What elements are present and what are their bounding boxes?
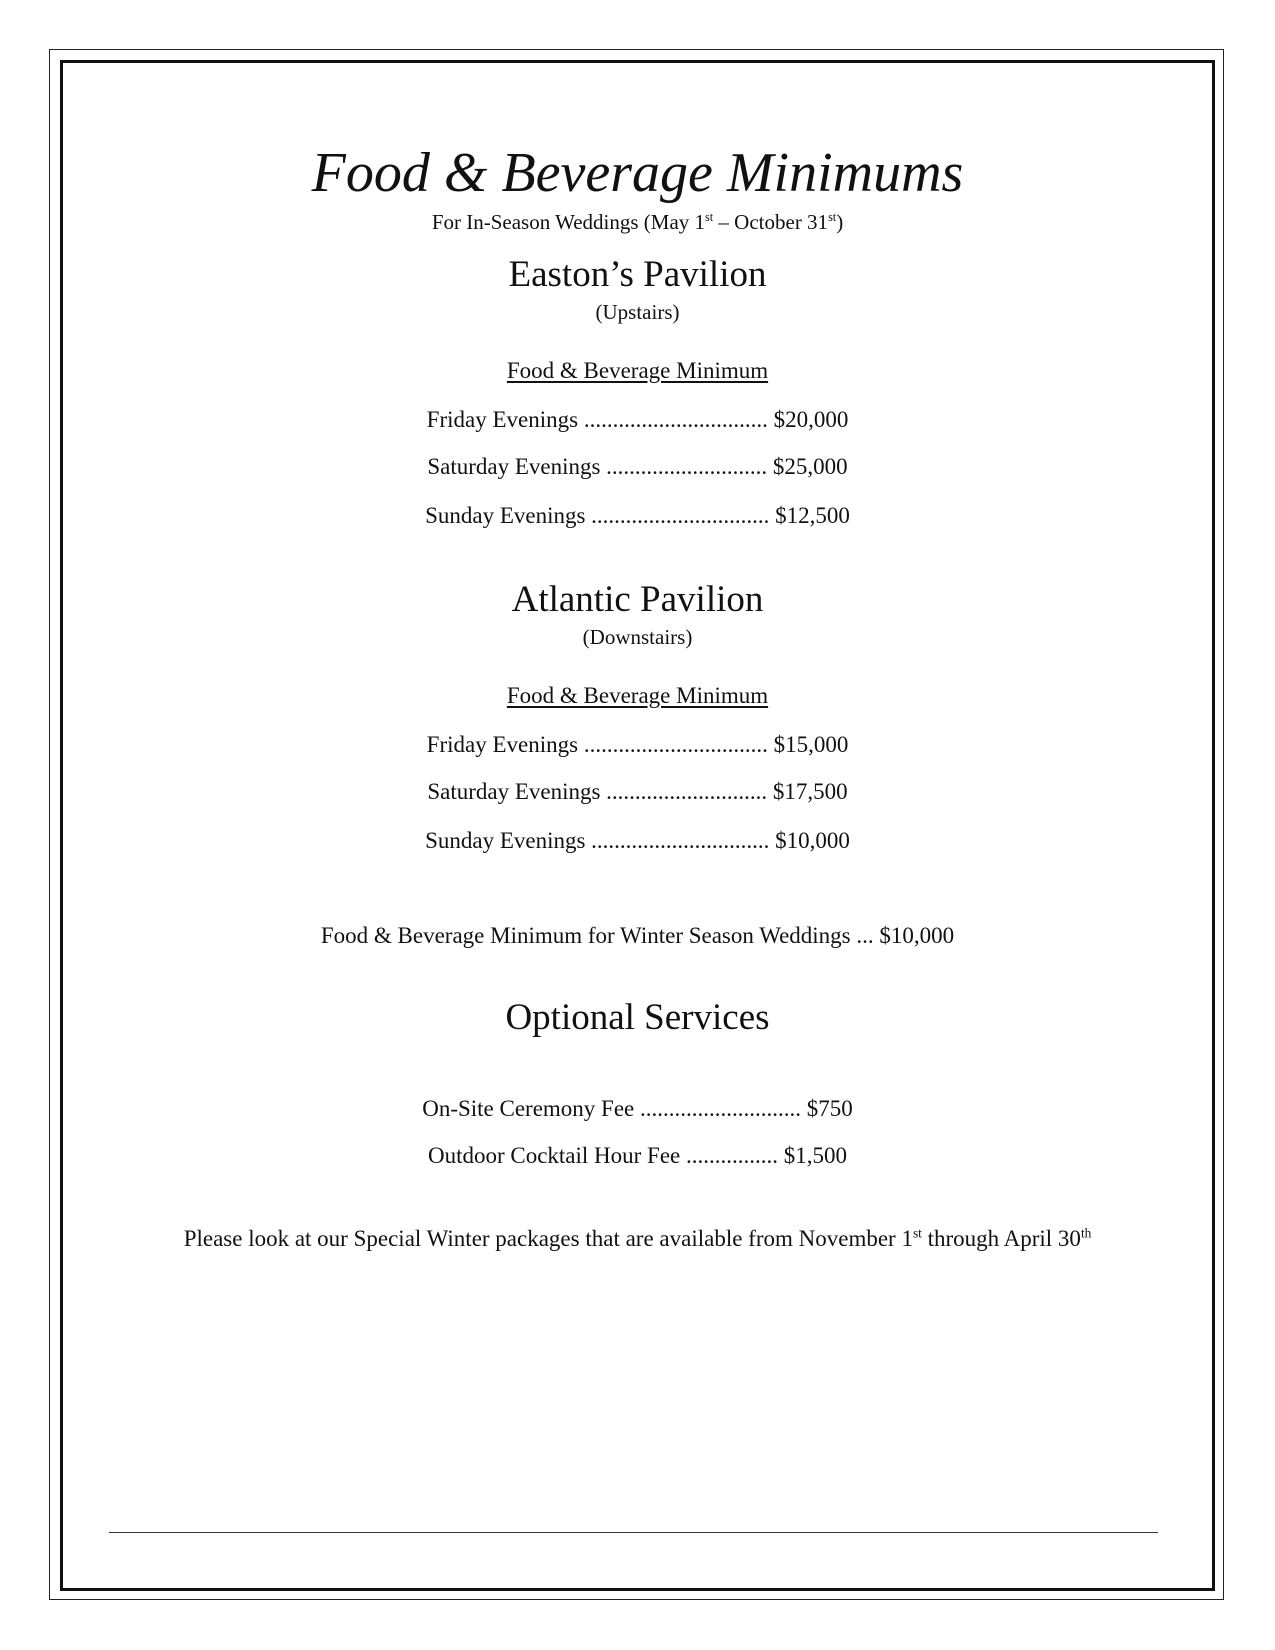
optional-service-row: [0, 1141, 1275, 1171]
optional-services-heading: Optional Services: [505, 997, 770, 1038]
price-label: Sunday Evenings: [425, 503, 586, 528]
subtitle-sup-2: st: [828, 210, 837, 224]
note-middle: through April 30: [921, 1226, 1081, 1251]
price-row: [0, 501, 1275, 531]
price-label: Saturday Evenings: [427, 454, 601, 479]
price-label: Sunday Evenings: [425, 828, 586, 853]
service-dots: ................: [686, 1143, 779, 1168]
price-dots: ...............................: [591, 503, 770, 528]
winter-minimum-row: [0, 921, 1275, 951]
price-label: Friday Evenings: [426, 407, 579, 432]
price-label: Saturday Evenings: [427, 779, 601, 804]
subtitle-sup-1: st: [705, 210, 714, 224]
winter-price: $10,000: [879, 923, 955, 948]
price-row: [0, 730, 1275, 760]
service-price: $750: [806, 1096, 853, 1121]
footer-rule: [109, 1532, 1158, 1533]
price-value: $17,500: [772, 779, 848, 804]
venue-note-eastons: (Upstairs): [595, 300, 680, 324]
service-price: $1,500: [783, 1143, 848, 1168]
price-dots: ............................: [606, 779, 768, 804]
price-dots: ................................: [583, 407, 768, 432]
section-heading-atlantic: Food & Beverage Minimum: [506, 683, 769, 708]
note-prefix: Please look at our Special Winter packages that are available from November 1: [183, 1226, 913, 1251]
price-row: [0, 452, 1275, 482]
service-dots: ............................: [640, 1096, 802, 1121]
price-dots: ................................: [583, 732, 768, 757]
winter-label: Food & Beverage Minimum for Winter Season Weddings: [320, 923, 851, 948]
winter-dots: ...: [856, 923, 874, 948]
price-value: $15,000: [773, 732, 849, 757]
price-label: Friday Evenings: [426, 732, 579, 757]
note-sup-2: th: [1080, 1225, 1092, 1241]
service-label: Outdoor Cocktail Hour Fee: [427, 1143, 681, 1168]
subtitle-prefix: For In-Season Weddings (May 1: [431, 210, 706, 234]
section-heading-eastons: Food & Beverage Minimum: [506, 358, 769, 383]
price-value: $25,000: [772, 454, 848, 479]
venue-note-atlantic: (Downstairs): [582, 625, 693, 649]
venue-name-atlantic: Atlantic Pavilion: [511, 579, 764, 620]
note-sup-1: st: [912, 1225, 922, 1241]
optional-service-row: [0, 1094, 1275, 1124]
page-title: Food & Beverage Minimums: [311, 142, 964, 204]
subtitle-suffix: ): [836, 210, 844, 234]
subtitle-middle: – October 31: [713, 210, 829, 234]
price-row: [0, 405, 1275, 435]
winter-packages-note: [0, 1224, 1275, 1254]
price-row: [0, 826, 1275, 856]
price-dots: ...............................: [591, 828, 770, 853]
venue-name-eastons: Easton’s Pavilion: [508, 254, 767, 295]
price-dots: ............................: [606, 454, 768, 479]
service-label: On-Site Ceremony Fee: [422, 1096, 635, 1121]
page-subtitle: [0, 208, 1275, 236]
price-value: $10,000: [775, 828, 850, 853]
price-value: $20,000: [773, 407, 849, 432]
price-row: [0, 777, 1275, 807]
price-value: $12,500: [775, 503, 850, 528]
